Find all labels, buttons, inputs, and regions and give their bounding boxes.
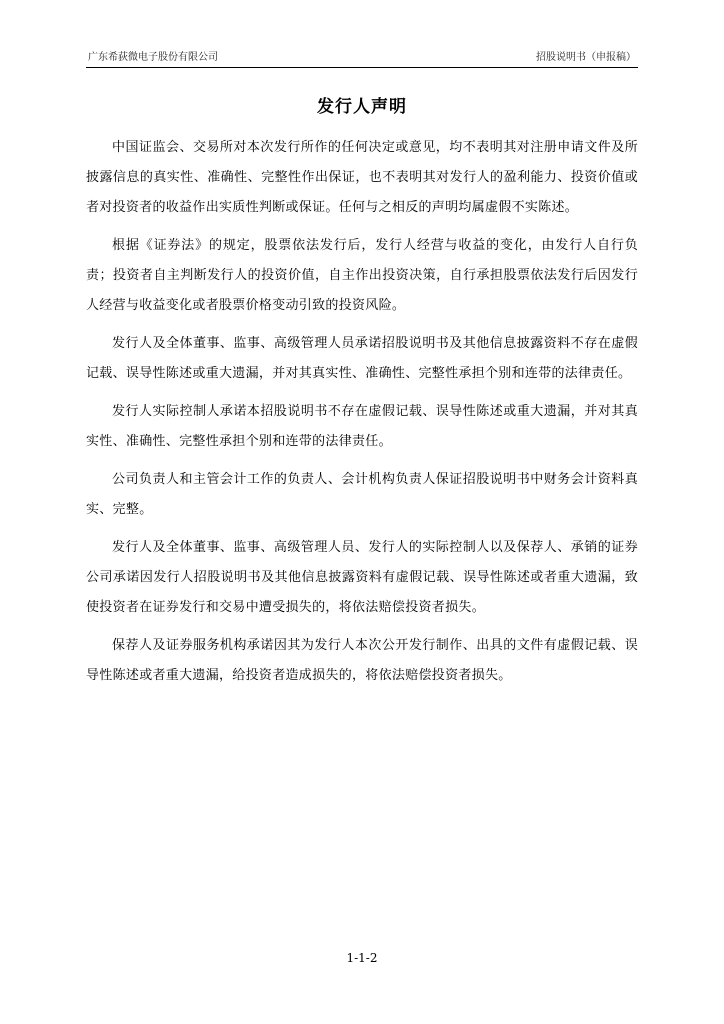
page-header: [86, 50, 638, 68]
paragraph-accounting-guarantee: 公司负责人和主管会计工作的负责人、会计机构负责人保证招股说明书中财务会计资料真实、完整。: [86, 472, 638, 517]
declaration-body: [86, 133, 638, 699]
paragraph-sponsor-commitment: 保荐人及证券服务机构承诺因其为发行人本次公开发行制作、出具的文件有虚假记载、误导性陈述或者重大遗漏，给投资者造成损失的，将依法赔偿投资者损失。: [86, 638, 638, 683]
paragraph-securities-law: 根据《证券法》的规定，股票依法发行后，发行人经营与收益的变化，由发行人自行负责；投资者自主判断发行人的投资价值，自主作出投资决策，自行承担股票依法发行后因发行人经营与收益变化或者股票价格变动引致的投资风险。: [86, 238, 638, 313]
page-number: 1-1-2: [346, 951, 378, 965]
page-title: 发行人声明: [317, 97, 407, 117]
paragraph-directors-commitment: 发行人及全体董事、监事、高级管理人员承诺招股说明书及其他信息披露资料不存在虚假记载、误导性陈述或重大遗漏，并对其真实性、准确性、完整性承担个别和连带的法律责任。: [86, 336, 638, 381]
header-document-type: 招股说明书（申报稿）: [536, 52, 636, 63]
header-company-name: 广东希荻微电子股份有限公司: [88, 52, 218, 63]
paragraph-compensation-commitment: 发行人及全体董事、监事、高级管理人员、发行人的实际控制人以及保荐人、承销的证券公司承诺因发行人招股说明书及其他信息披露资料有虚假记载、误导性陈述或者重大遗漏，致使投资者在证券发行和交易中遭受损失的，将依法赔偿投资者损失。: [86, 540, 638, 615]
paragraph-controller-commitment: 发行人实际控制人承诺本招股说明书不存在虚假记载、误导性陈述或重大遗漏，并对其真实性、准确性、完整性承担个别和连带的法律责任。: [86, 404, 638, 449]
paragraph-csrc-disclaimer: 中国证监会、交易所对本次发行所作的任何决定或意见，均不表明其对注册申请文件及所披露信息的真实性、准确性、完整性作出保证，也不表明其对发行人的盈利能力、投资价值或者对投资者的收益作出实质性判断或保证。任何与之相反的声明均属虚假不实陈述。: [86, 140, 638, 215]
